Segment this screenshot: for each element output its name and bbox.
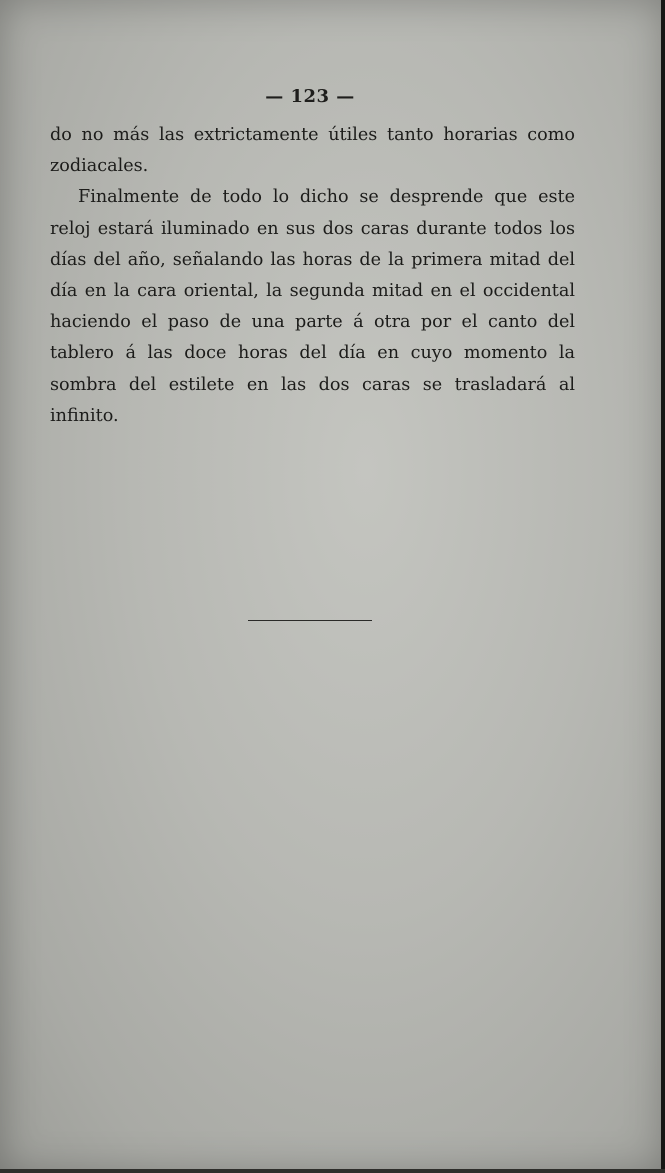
paragraph-continuation: do no más las extrictamente útiles tanto horarias como zodiacales. bbox=[50, 125, 575, 177]
page-number: — 123 — bbox=[265, 86, 355, 107]
body-text bbox=[50, 120, 575, 432]
page-edge-right bbox=[661, 0, 665, 1173]
section-divider bbox=[248, 620, 372, 621]
page-edge-bottom bbox=[0, 1169, 665, 1173]
paragraph-final: Finalmente de todo lo dicho se desprende que este reloj estará iluminado en sus dos caras durante todos los días del año, señalando las horas de la primera mitad del día en la cara oriental, la segunda mitad en el occidental haciendo el paso de una parte á otra por el canto del tablero á las doce horas del día en cuyo momento la sombra del estilete en las dos caras se trasladará al infinito. bbox=[50, 187, 575, 426]
